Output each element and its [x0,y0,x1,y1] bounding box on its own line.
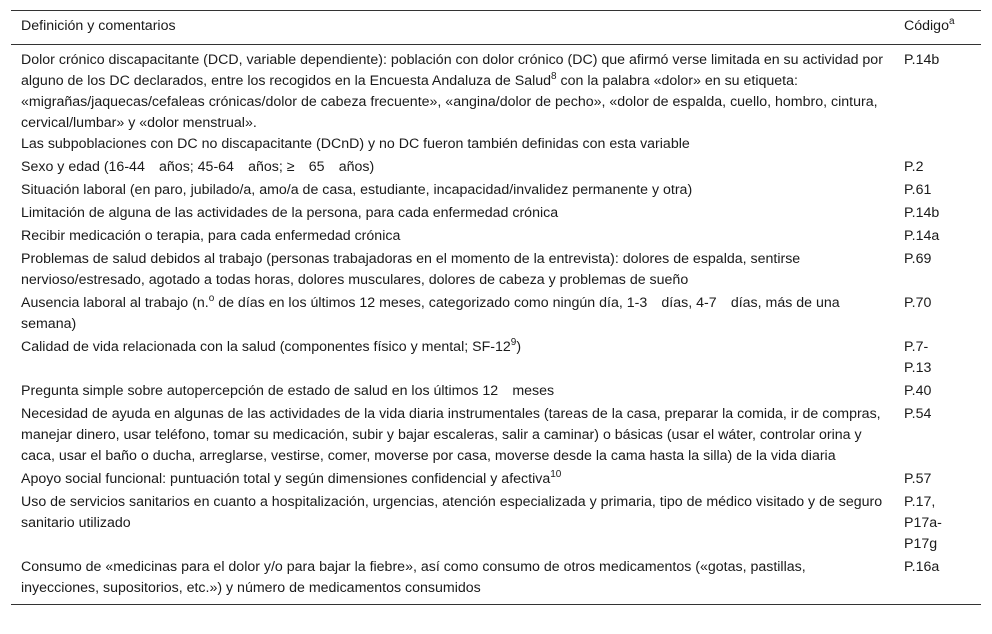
table-row [11,248,981,292]
code-cell: P.14b [904,205,940,221]
code-cell: P.54 [904,406,932,422]
table-row [11,156,981,179]
header-code: Código$^a$ [894,11,981,45]
table-row [11,403,981,468]
code-cell: P.17, P17a- P17g [904,494,942,552]
table-row [11,380,981,403]
definition-cell: Recibir medicación o terapia, para cada enfermedad crónica [21,228,401,244]
definition-cell: Situación laboral (en paro, jubilado/a, amo/a de casa, estudiante, incapacidad/invalidez permanente y otra) [21,182,693,198]
definition-cell: Necesidad de ayuda en algunas de las actividades de la vida diaria instrumentales (tareas de la casa, preparar la comida, ir de compras, manejar dinero, usar teléfono, tomar su medicación, subir y bajar escaleras, salir a caminar) o básicas (usar el wáter, controlar orina y caca, usar el baño o ducha, arreglarse, vestirse, comer, moverse por casa, moverse desde la cama hasta la silla) de la vida diaria [21,406,881,464]
table-header-row [11,11,981,45]
definition-cell: Sexo y edad (16-44 años; 45-64 años; ≥ 65 años) [21,159,375,175]
code-cell: P.7- P.13 [904,339,932,376]
variables-table [11,10,981,605]
table-row [11,556,981,605]
table-row [11,202,981,225]
definition-cell: Apoyo social funcional: puntuación total y según dimensiones confidencial y afectiva$^{10}$ [21,469,562,487]
table-row [11,468,981,491]
table-row [11,45,981,157]
code-cell: P.14a [904,228,940,244]
code-cell: P.2 [904,159,924,175]
definition-cell: Problemas de salud debidos al trabajo (personas trabajadoras en el momento de la entrevista): dolores de espalda, sentirse nervioso/estresado, agotado a todas horas, dolores musculares, dolores de cabeza y problemas de sueño [21,251,801,288]
code-cell: P.70 [904,295,932,311]
definition-cell: Pregunta simple sobre autopercepción de estado de salud en los últimos 12 meses [21,383,555,399]
table-row [11,225,981,248]
code-cell: P.40 [904,383,932,399]
code-cell: P.16a [894,556,981,605]
code-cell: P.14b [904,52,940,68]
code-cell: P.61 [904,182,932,198]
definition-cell: Uso de servicios sanitarios en cuanto a hospitalización, urgencias, atención especializada y primaria, tipo de médico visitado y de seguro sanitario utilizado [21,494,883,531]
table-row [11,179,981,202]
definition-cell: Calidad de vida relacionada con la salud (componentes físico y mental; $SF-12^9$) [21,337,522,355]
definition-cell: Limitación de alguna de las actividades de la persona, para cada enfermedad crónica [21,205,559,221]
definition-cell: Ausencia laboral al trabajo (n.$^o$ de días en los últimos 12 meses, categorizado como ningún día, 1-3 días, 4-7 días, más de una semana) [21,293,840,332]
definition-cell: Dolor crónico discapacitante (DCD, variable dependiente): población con dolor crónico (DC) que afirmó verse limitada en su actividad por alguno de los DC declarados, entre los recogidos en la Encuesta Andaluza de Salud$^8$ con la palabra «dolor» en su etiqueta: «migrañas/jaquecas/cefaleas crónicas/dolor de cabeza frecuente», «angina/dolor de pecho», «dolor de espalda, cuello, hombro, cintura, cervical/lumbar» y «dolor menstrual». Las subpoblaciones con DC no discapacitante (DCnD) y no DC fueron también definidas con esta variable [21,52,883,152]
definition-cell: Consumo de «medicinas para el dolor y/o para bajar la fiebre», así como consumo de otros medicamentos («gotas, pastillas, inyecciones, supositorios, etc.») y número de medicamentos consumidos [11,556,894,605]
table-row [11,336,981,380]
table-row [11,491,981,556]
code-cell: P.69 [904,251,932,267]
header-definition: Definición y comentarios [11,11,894,45]
code-cell: P.57 [904,471,932,487]
table-row [11,292,981,336]
